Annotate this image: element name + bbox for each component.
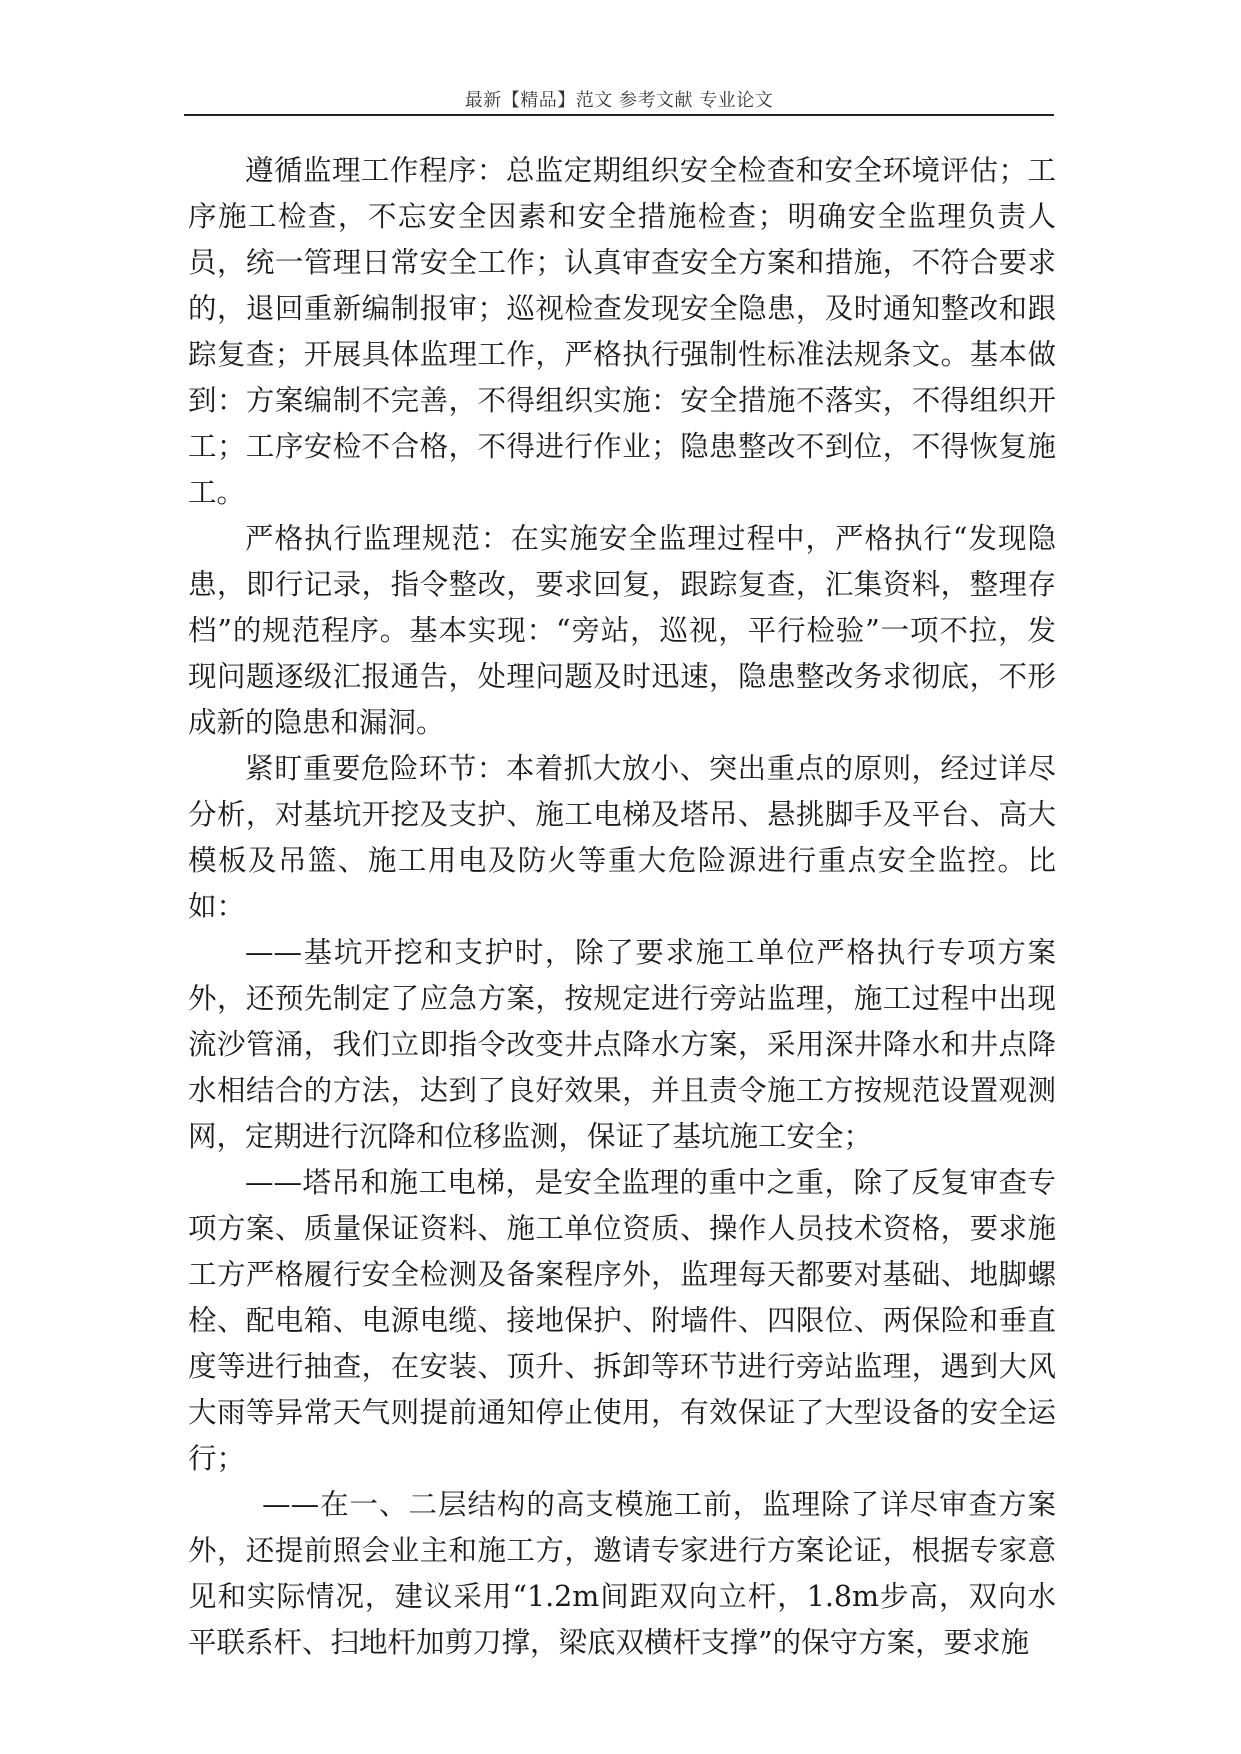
paragraph-high-formwork: ——在一、二层结构的高支模施工前，监理除了详尽审查方案外，还提前照会业主和施工方，邀请专家进行方案论证，根据专家意见和实际情况，建议采用“1.2m间距双向立杆，1.8m步高，双向水平联系杆、扫地杆加剪刀撑，梁底双横杆支撑”的保守方案，要求施 [188,1488,1056,1659]
page-header: 最新【精品】范文 参考文献 专业论文 [464,90,774,111]
paragraph-supervision-procedure: 遵循监理工作程序：总监定期组织安全检查和安全环境评估；工序施工检查，不忘安全因素和安全措施检查；明确安全监理负责人员，统一管理日常安全工作；认真审查安全方案和措施，不符合要求的，退回重新编制报审；巡视检查发现安全隐患，及时通知整改和跟踪复查；开展具体监理工作，严格执行强制性标准法规条文。基本做到：方案编制不完善，不得组织实施：安全措施不落实，不得组织开工；工序安检不合格，不得进行作业；隐患整改不到位，不得恢复施工。 [188,154,1056,509]
paragraph-foundation-pit: ——基坑开挖和支护时，除了要求施工单位严格执行专项方案外，还预先制定了应急方案，按规定进行旁站监理，施工过程中出现流沙管涌，我们立即指令改变井点降水方案，采用深井降水和井点降水相结合的方法，达到了良好效果，并且责令施工方按规范设置观测网，定期进行沉降和位移监测，保证了基坑施工安全； [188,936,1056,1153]
paragraph-tower-crane: ——塔吊和施工电梯，是安全监理的重中之重，除了反复审查专项方案、质量保证资料、施工单位资质、操作人员技术资格，要求施工方严格履行安全检测及备案程序外，监理每天都要对基础、地脚螺栓、配电箱、电源电缆、接地保护、附墙件、四限位、两保险和垂直度等进行抽查，在安装、顶升、拆卸等环节进行旁站监理，遇到大风大雨等异常天气则提前通知停止使用，有效保证了大型设备的安全运行； [188,1166,1056,1475]
header-divider [184,114,1054,116]
paragraph-supervision-standards: 严格执行监理规范：在实施安全监理过程中，严格执行“发现隐患，即行记录，指令整改，要求回复，跟踪复查，汇集资料，整理存档”的规范程序。基本实现：“旁站，巡视，平行检验”一项不拉，发现问题逐级汇报通告，处理问题及时迅速，隐患整改务求彻底，不形成新的隐患和漏洞。 [188,522,1056,739]
paragraph-key-hazards: 紧盯重要危险环节：本着抓大放小、突出重点的原则，经过详尽分析，对基坑开挖及支护、施工电梯及塔吊、悬挑脚手及平台、高大模板及吊篮、施工用电及防火等重大危险源进行重点安全监控。比如： [188,752,1056,923]
document-body [188,148,1056,1666]
